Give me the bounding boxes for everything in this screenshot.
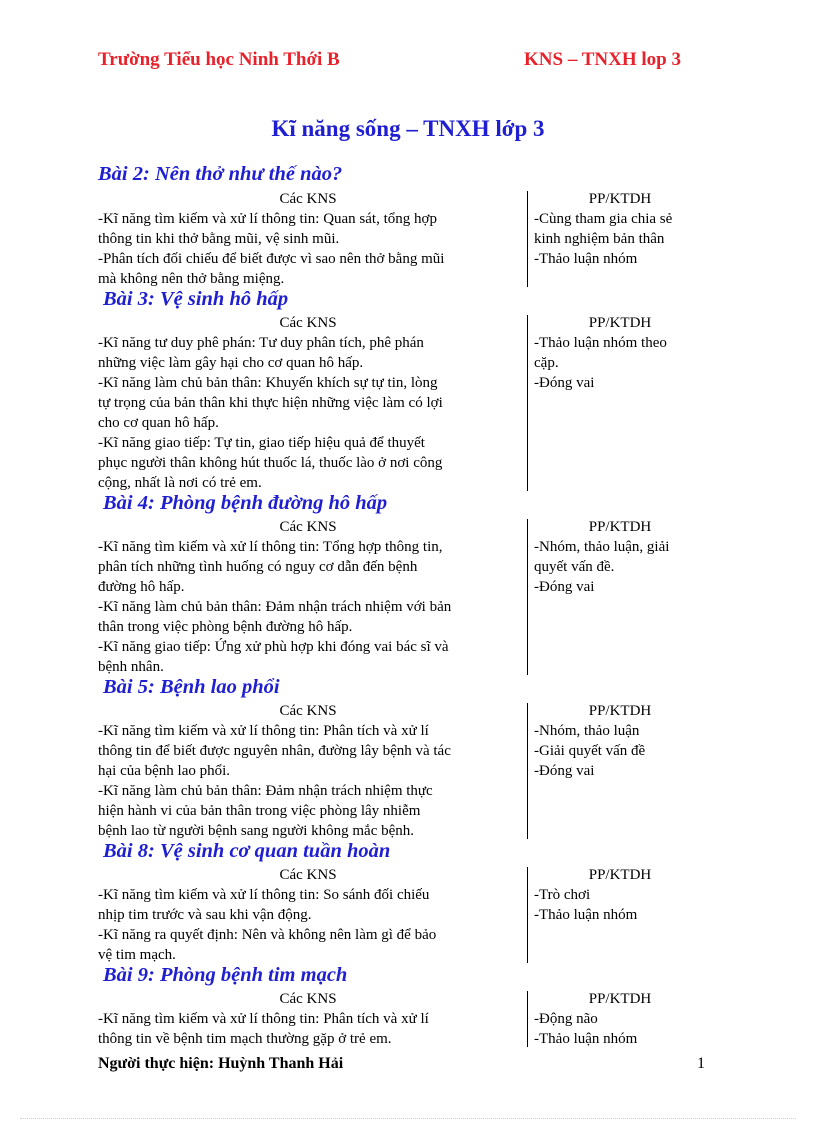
skill-line: -Kĩ năng tìm kiếm và xử lí thông tin: Quan sát, tổng hợp (98, 211, 437, 227)
skills-column-header: Các KNS (279, 315, 337, 331)
skills-column (98, 517, 518, 677)
lesson-title: Bài 3: Vệ sinh hô hấp (103, 288, 289, 310)
method-line: quyết vấn đề. (534, 559, 615, 575)
skill-line: bệnh nhân. (98, 659, 164, 675)
skill-line: cho cơ quan hô hấp. (98, 415, 219, 431)
method-line: -Thảo luận nhóm (534, 251, 638, 267)
method-line: -Trò chơi (534, 887, 591, 903)
skill-line: nhịp tim trước và sau khi vận động. (98, 907, 312, 923)
skill-line: phân tích những tình huống có nguy cơ dẫn đến bệnh (98, 559, 418, 575)
methods-column-header: PP/KTDH (588, 703, 652, 719)
methods-column-header: PP/KTDH (588, 191, 652, 207)
column-divider (527, 191, 528, 287)
skill-line: phục người thân không hút thuốc lá, thuốc lào ở nơi công (98, 455, 443, 471)
methods-column-header: PP/KTDH (588, 867, 652, 883)
lesson-title: Bài 5: Bệnh lao phổi (103, 676, 280, 698)
skill-line: -Kĩ năng làm chủ bản thân: Đảm nhận trách nhiệm với bản (98, 599, 452, 615)
method-line: cặp. (534, 355, 559, 371)
lesson-title: Bài 2: Nên thở như thế nào? (98, 163, 343, 185)
methods-column (534, 189, 714, 269)
methods-column (534, 701, 714, 781)
document-title: Kĩ năng sống – TNXH lớp 3 (271, 116, 545, 141)
skills-column (98, 189, 518, 289)
skill-line: thông tin khi thở bằng mũi, vệ sinh mũi. (98, 231, 340, 247)
skill-line: -Kĩ năng làm chủ bản thân: Đảm nhận trách nhiệm thực (98, 783, 433, 799)
method-line: -Thảo luận nhóm (534, 1031, 638, 1047)
skills-column-header: Các KNS (279, 867, 337, 883)
skills-column-header: Các KNS (279, 191, 337, 207)
page-number: 1 (697, 1055, 705, 1072)
lesson-title: Bài 4: Phòng bệnh đường hô hấp (103, 492, 388, 514)
method-line: -Động não (534, 1011, 598, 1027)
lesson-title: Bài 8: Vệ sinh cơ quan tuần hoàn (103, 840, 391, 862)
skill-line: hiện hành vi của bản thân trong việc phòng lây nhiễm (98, 803, 421, 819)
skill-line: bệnh lao từ người bệnh sang người không mắc bệnh. (98, 823, 415, 839)
skills-column (98, 701, 518, 841)
skills-column-header: Các KNS (279, 991, 337, 1007)
skill-line: cộng, nhất là nơi có trẻ em. (98, 475, 262, 491)
skill-line: đường hô hấp. (98, 579, 185, 595)
skill-line: -Phân tích đối chiếu để biết được vì sao nên thở bằng mũi (98, 251, 445, 267)
skill-line: -Kĩ năng giao tiếp: Ứng xử phù hợp khi đóng vai bác sĩ và (98, 639, 449, 655)
column-divider (527, 519, 528, 675)
skills-column-header: Các KNS (279, 703, 337, 719)
skills-column (98, 865, 518, 965)
skill-line: -Kĩ năng tìm kiếm và xử lí thông tin: Phân tích và xử lí (98, 1011, 429, 1027)
skill-line: tự trọng của bản thân khi thực hiện những việc làm có lợi (98, 395, 443, 411)
skill-line: những việc làm gây hại cho cơ quan hô hấp. (98, 355, 364, 371)
skill-line: -Kĩ năng tìm kiếm và xử lí thông tin: Tổng hợp thông tin, (98, 539, 443, 555)
skill-line: -Kĩ năng tìm kiếm và xử lí thông tin: So sánh đối chiếu (98, 887, 430, 903)
skill-line: thông tin về bệnh tim mạch thường gặp ở trẻ em. (98, 1031, 392, 1047)
methods-column-header: PP/KTDH (588, 315, 652, 331)
skills-column (98, 313, 518, 493)
method-line: -Cùng tham gia chia sẻ (534, 211, 673, 227)
method-line: -Nhóm, thảo luận (534, 723, 640, 739)
method-line: -Thảo luận nhóm theo (534, 335, 667, 351)
author-line: Người thực hiện: Huỳnh Thanh Hải (98, 1055, 344, 1072)
methods-column-header: PP/KTDH (588, 991, 652, 1007)
methods-column (534, 313, 714, 393)
method-line: kinh nghiệm bản thân (534, 231, 665, 247)
method-line: -Đóng vai (534, 375, 595, 391)
methods-column-header: PP/KTDH (588, 519, 652, 535)
column-divider (527, 991, 528, 1047)
skill-line: thông tin để biết được nguyên nhân, đường lây bệnh và tác (98, 743, 451, 759)
school-name: Trường Tiểu học Ninh Thới B (98, 49, 340, 70)
methods-column (534, 517, 714, 597)
method-line: -Giải quyết vấn đề (534, 743, 646, 759)
methods-column (534, 989, 714, 1049)
method-line: -Đóng vai (534, 763, 595, 779)
column-divider (527, 867, 528, 963)
skill-line: -Kĩ năng giao tiếp: Tự tin, giao tiếp hiệu quả để thuyết (98, 435, 425, 451)
subject-label: KNS – TNXH lop 3 (524, 49, 681, 70)
skill-line: hại của bệnh lao phổi. (98, 763, 231, 779)
methods-column (534, 865, 714, 925)
skills-column-header: Các KNS (279, 519, 337, 535)
skill-line: thân trong việc phòng bệnh đường hô hấp. (98, 619, 353, 635)
skills-column (98, 989, 518, 1049)
skill-line: -Kĩ năng ra quyết định: Nên và không nên làm gì để bảo (98, 927, 437, 943)
column-divider (527, 703, 528, 839)
skill-line: mà không nên thở bằng miệng. (98, 271, 285, 287)
column-divider (527, 315, 528, 491)
skill-line: -Kĩ năng tìm kiếm và xử lí thông tin: Phân tích và xử lí (98, 723, 429, 739)
method-line: -Nhóm, thảo luận, giải (534, 539, 670, 555)
method-line: -Đóng vai (534, 579, 595, 595)
skill-line: vệ tim mạch. (98, 947, 176, 963)
page-bottom-rule (20, 1118, 796, 1119)
skill-line: -Kĩ năng làm chủ bản thân: Khuyến khích sự tự tin, lòng (98, 375, 438, 391)
method-line: -Thảo luận nhóm (534, 907, 638, 923)
lesson-title: Bài 9: Phòng bệnh tim mạch (103, 964, 348, 986)
skill-line: -Kĩ năng tư duy phê phán: Tư duy phân tích, phê phán (98, 335, 424, 351)
